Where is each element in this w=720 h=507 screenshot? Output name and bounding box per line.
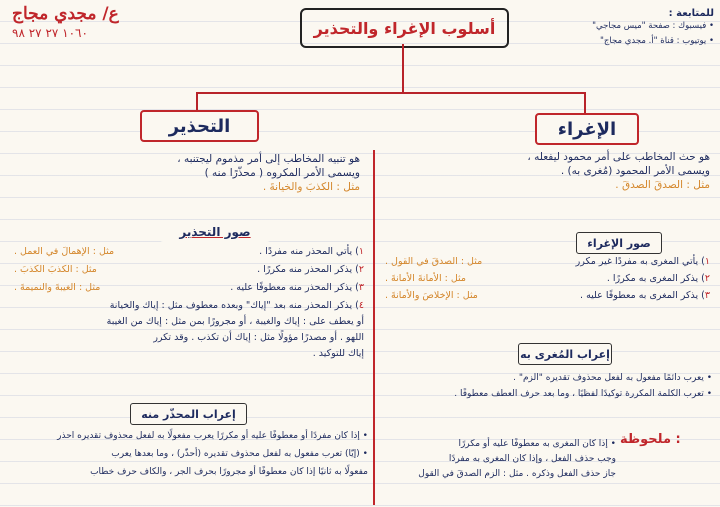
tahdhir-definition — [20, 152, 360, 194]
ighra-form-text: يذكر المغرى به مكررًا . — [606, 273, 699, 284]
tahdhir-form-text: يذكر المحذر منه مكررًا . — [257, 264, 353, 275]
tahdhir-def-line: ويسمى الأمر المكروه ( محذّرًا منه ) — [204, 167, 360, 179]
follow-title: للمتابعة : — [668, 8, 714, 19]
tahdhir-heading: التحذير — [140, 110, 259, 142]
ighra-heading: الإغراء — [535, 113, 639, 145]
ighra-irab-heading: إعراب المُغرى به — [518, 343, 612, 365]
note-label: ملحوظة : — [620, 432, 681, 447]
tahdhir-form-number: ٤ — [358, 300, 364, 311]
ighra-def-line: هو حث المخاطب على أمر محمود ليفعله ، — [527, 151, 710, 163]
ighra-form-example: مثل : الصدقَ في القول . — [385, 256, 483, 267]
tahdhir-form-example: مثل : الغيبةَ والنميمةَ . — [14, 282, 101, 293]
tahdhir-def-line: هو تنبيه المخاطب إلى أمر مذموم ليجتنبه ، — [177, 153, 360, 165]
follow-youtube: • يوتيوب : قناة "أ. مجدي مجاج" — [600, 36, 714, 46]
follow-info — [529, 8, 714, 49]
tahdhir-form-number: ١ — [358, 246, 364, 257]
connector-bar — [196, 92, 586, 94]
ighra-def-example: مثل : الصدقَ الصدقَ . — [615, 179, 710, 191]
note-body — [380, 438, 616, 480]
ighra-form-number: ٣ — [704, 290, 710, 301]
ighra-forms-list — [385, 255, 710, 302]
tahdhir-def-example: مثل : الكذبَ والخيانةَ . — [262, 181, 360, 193]
tahdhir-form-text: يذكر المحذر منه بعد "إياك" وبعده معطوف مثل : إياك والخيانة — [109, 300, 353, 311]
tahdhir-form-number: ٢ — [358, 264, 364, 275]
tahdhir-irab-line: • (إيّا) تعرب مفعول به لفعل محذوف تقديره (أحذّر) ، وما بعدها يعرب — [111, 449, 368, 459]
tahdhir-form-item: ١) يأتي المحذر منه مفردًا . مثل : الإهمالَ في العمل . — [14, 246, 364, 257]
ighra-form-text: يذكر المغرى به معطوفًا عليه . — [580, 290, 699, 301]
tahdhir-form-item: ٤) يذكر المحذر منه بعد "إياك" وبعده معطوف مثل : إياك والخيانة — [109, 300, 364, 311]
tahdhir-irab-list — [6, 430, 368, 478]
ighra-form-number: ١ — [704, 256, 710, 267]
tahdhir-form-text: يذكر المحذر منه معطوفًا عليه . — [230, 282, 353, 293]
tahdhir-form-item: ٢) يذكر المحذر منه مكررًا . مثل : الكذبَ الكذبَ . — [14, 264, 364, 275]
author-signature — [12, 4, 172, 40]
connector-stem — [402, 44, 404, 94]
tahdhir-form-number: ٣ — [358, 282, 364, 293]
follow-facebook: • فيسبوك : صفحة "ميس مجاجي" — [592, 21, 714, 31]
tahdhir-form4-extra — [14, 315, 364, 360]
tahdhir-irab-line: مفعولًا به ثانيًا إذا كان معطوفًا أو مجرورًا بحرف الجر ، والكاف حرف خطاب — [90, 467, 368, 477]
ighra-irab-line: • تعرب الكلمة المكررة توكيدًا لفظيًا ، وما بعد حرف العطف معطوفًا . — [454, 389, 712, 399]
connector-right — [584, 92, 586, 113]
tahdhir-form-text: يأتي المحذر منه مفردًا . — [259, 246, 353, 257]
note-line: جاز حذف الفعل وذكره . مثل : الزم الصدقَ في القول — [418, 469, 616, 479]
note-line: • إذا كان المغرى به معطوفًا عليه أو مكررًا — [458, 439, 616, 449]
main-title: أسلوب الإغراء والتحذير — [300, 8, 509, 48]
author-name: ع/ مجدي مجاج — [12, 4, 119, 24]
author-phone: ١٠٦٠ ٢٧ ٢٧ ٩٨ — [12, 26, 88, 40]
ighra-form-item: ٣) يذكر المغرى به معطوفًا عليه . مثل : الإخلاصَ والأمانةَ . — [385, 290, 710, 301]
ighra-form-number: ٢ — [704, 273, 710, 284]
tahdhir-form4-line: أو يعطف على : إياك والغيبة ، أو مجرورًا بمن مثل : إياك من الغيبة — [106, 316, 364, 327]
tahdhir-form4-line: إياك للتوكيد . — [312, 348, 364, 359]
ighra-forms-heading: صور الإغراء — [576, 232, 662, 254]
connector-left — [196, 92, 198, 110]
ighra-irab-list — [380, 372, 712, 400]
tahdhir-irab-line: • إذا كان مفردًا أو معطوفًا عليه أو مكررًا يعرب مفعولًا به لفعل محذوف تقديره احذر — [57, 431, 368, 441]
ighra-form-text: يأتي المغرى به مفردًا غير مكرر — [575, 256, 699, 267]
tahdhir-irab-heading: إعراب المحذّر منه — [130, 403, 247, 425]
tahdhir-form-example: مثل : الإهمالَ في العمل . — [14, 246, 115, 257]
ighra-form-example: مثل : الأمانةَ الأمانةَ . — [385, 273, 467, 284]
note-line: وجب حذف الفعل ، وإذا كان المغرى به مفردًا — [448, 454, 616, 464]
tahdhir-forms-heading: صور التحذير — [160, 222, 270, 242]
ighra-definition — [385, 150, 710, 192]
ighra-irab-line: • يعرب دائمًا مفعول به لفعل محذوف تقديره "الزم" . — [513, 373, 712, 383]
ighra-form-example: مثل : الإخلاصَ والأمانةَ . — [385, 290, 478, 301]
ighra-def-line: ويسمى الأمر المحمود (مُغرى به) . — [560, 165, 710, 177]
tahdhir-form4-line: اللهو . أو مصدرًا مؤولًا مثل : إياك أن تكذب . وقد تكرر — [153, 332, 364, 343]
ighra-form-item: ٢) يذكر المغرى به مكررًا . مثل : الأمانةَ الأمانةَ . — [385, 273, 710, 284]
tahdhir-form-example: مثل : الكذبَ الكذبَ . — [14, 264, 97, 275]
ighra-form-item: ١) يأتي المغرى به مفردًا غير مكرر مثل : الصدقَ في القول . — [385, 256, 710, 267]
tahdhir-forms-list — [14, 245, 364, 360]
tahdhir-form-item: ٣) يذكر المحذر منه معطوفًا عليه . مثل : الغيبةَ والنميمةَ . — [14, 282, 364, 293]
column-divider — [373, 150, 375, 505]
